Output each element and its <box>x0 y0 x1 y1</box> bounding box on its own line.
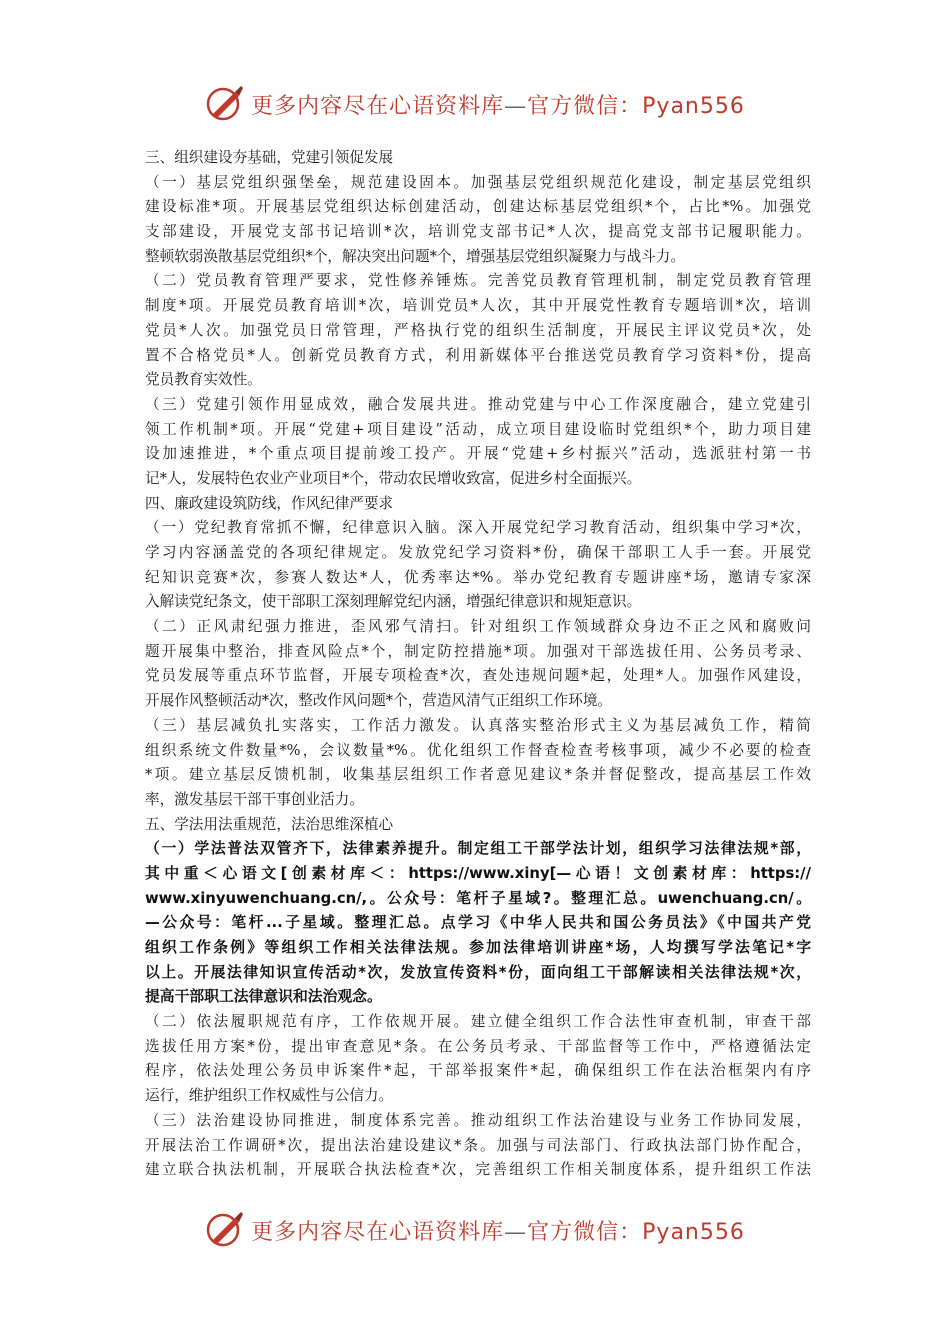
text-line: 建立联合执法机制，开展联合执法检查*次，完善组织工作相关制度体系，提升组织工作法 <box>145 1161 811 1179</box>
text-line: （三）法治建设协同推进，制度体系完善。推动组织工作法治建设与业务工作协同发展， <box>145 1111 811 1129</box>
text-line: （三）党建引领作用显成效，融合发展共进。推动党建与中心工作深度融合，建立党建引 <box>145 395 811 413</box>
text-line: 记*人，发展特色农业产业项目*个，带动农民增收致富，促进乡村全面振兴。 <box>145 469 642 487</box>
text-line: 支部建设，开展党支部书记培训*次，培训党支部书记*人次，提高党支部书记履职能力。 <box>145 223 811 241</box>
text-line: 四、廉政建设筑防线，作风纪律严要求 <box>145 494 394 512</box>
document-body <box>145 146 811 1183</box>
banner-text: 更多内容尽在心语资料库—官方微信：Pyan556 <box>251 93 745 119</box>
text-line: 整顿软弱涣散基层党组织*个，解决突出问题*个，增强基层党组织凝聚力与战斗力。 <box>145 247 685 265</box>
text-line: 组织工作条例》等组织工作相关法律法规。参加法律培训讲座*场，人均撰写学法笔记*字 <box>145 939 811 956</box>
text-line: 学习内容涵盖党的各项纪律规定。发放党纪学习资料*份，确保干部职工人手一套。开展党 <box>145 544 811 561</box>
text-line: www.xinyuwenchuang.cn/,。公众号：笔杆子星域?。整理汇总。uwenchuang.cn/。 <box>145 889 811 907</box>
text-line: 入解读党纪条文，使干部职工深刻理解党纪内涵，增强纪律意识和规矩意识。 <box>145 593 642 611</box>
text-line: （一）基层党组织强堡垒，规范建设固本。加强基层党组织规范化建设，制定基层党组织 <box>145 173 811 191</box>
text-line: 置不合格党员*人。创新党员教育方式，利用新媒体平台推送党员教育学习资料*份，提高 <box>145 346 811 364</box>
text-line: （二）依法履职规范有序，工作依规开展。建立健全组织工作合法性审查机制，审查干部 <box>145 1013 811 1031</box>
text-line: 以上。开展法律知识宣传活动*次，发放宣传资料*份，面向组工干部解读相关法律法规*次， <box>145 963 811 981</box>
text-line: （二）党员教育管理严要求，党性修养锤炼。完善党员教育管理机制，制定党员教育管理 <box>145 272 811 290</box>
text-line: 五、学法用法重规范，法治思维深植心 <box>145 815 394 833</box>
banner-text: 更多内容尽在心语资料库—官方微信：Pyan556 <box>251 1219 745 1245</box>
pen-logo-icon <box>205 84 245 124</box>
text-line: 其中重＜心语文[创素材库＜：https://www.xiny[—心语！文创素材库：https:// <box>145 864 811 882</box>
text-line: *项。建立基层反馈机制，收集基层组织工作者意见建议*条并督促整改，提高基层工作效 <box>145 766 811 784</box>
header-banner <box>0 80 950 128</box>
text-line: 领工作机制*项。开展“党建+项目建设”活动，成立项目建设临时党组织*个，助力项目建 <box>145 420 811 438</box>
text-line: 设加速推进，*个重点项目提前竣工投产。开展“党建+乡村振兴”活动，选派驻村第一书 <box>145 445 811 463</box>
text-line: 选拔任用方案*份，提出审查意见*条。在公务员考录、干部监督等工作中，严格遵循法定 <box>145 1037 811 1055</box>
text-line: 制度*项。开展党员教育培训*次，培训党员*人次，其中开展党性教育专题培训*次，培训 <box>145 297 811 315</box>
text-line: 党员发展等重点环节监督，开展专项检查*次，查处违规问题*起，处理*人。加强作风建设， <box>145 667 811 685</box>
text-line: 运行，维护组织工作权威性与公信力。 <box>145 1087 394 1105</box>
footer-banner <box>0 1206 950 1254</box>
text-line: 组织系统文件数量*%，会议数量*%。优化组织工作督查检查考核事项，减少不必要的检查 <box>145 741 811 759</box>
pen-logo-icon <box>205 1210 245 1250</box>
text-line: —公众号：笔杆...子星域。整理汇总。点学习《中华人民共和国公务员法》《中国共产党 <box>145 914 811 932</box>
text-line: 题开展集中整治，排查风险点*个，制定防控措施*项。加强对干部选拔任用、公务员考录、 <box>145 642 811 660</box>
text-line: （一）学法普法双管齐下，法律素养提升。制定组工干部学法计划，组织学习法律法规*部， <box>145 840 811 858</box>
text-line: 纪知识竞赛*次，参赛人数达*人，优秀率达*%。举办党纪教育专题讲座*场，邀请专家深 <box>145 568 811 586</box>
text-line: 建设标准*项。开展基层党组织达标创建活动，创建达标基层党组织*个，占比*%。加强党 <box>145 198 811 216</box>
text-line: 开展作风整顿活动*次，整改作风问题*个，营造风清气正组织工作环境。 <box>145 692 613 710</box>
text-line: （二）正风肃纪强力推进，歪风邪气清扫。针对组织工作领域群众身边不正之风和腐败问 <box>145 618 811 636</box>
text-line: 党员教育实效性。 <box>145 371 262 389</box>
text-line: 三、组织建设夯基础，党建引领促发展 <box>145 149 394 166</box>
text-line: 率，激发基层干部干事创业活力。 <box>145 790 364 808</box>
text-line: 提高干部职工法律意识和法治观念。 <box>145 988 382 1006</box>
text-line: 开展法治工作调研*次，提出法治建设建议*条。加强与司法部门、行政执法部门协作配合， <box>145 1136 811 1154</box>
text-line: （一）党纪教育常抓不懈，纪律意识入脑。深入开展党纪学习教育活动，组织集中学习*次， <box>145 519 811 537</box>
text-line: 程序，依法处理公务员申诉案件*起，干部举报案件*起，确保组织工作在法治框架内有序 <box>145 1062 811 1080</box>
text-line: （三）基层减负扎实落实，工作活力激发。认真落实整治形式主义为基层减负工作，精简 <box>145 716 811 734</box>
text-line: 党员*人次。加强党员日常管理，严格执行党的组织生活制度，开展民主评议党员*次，处 <box>145 321 811 339</box>
